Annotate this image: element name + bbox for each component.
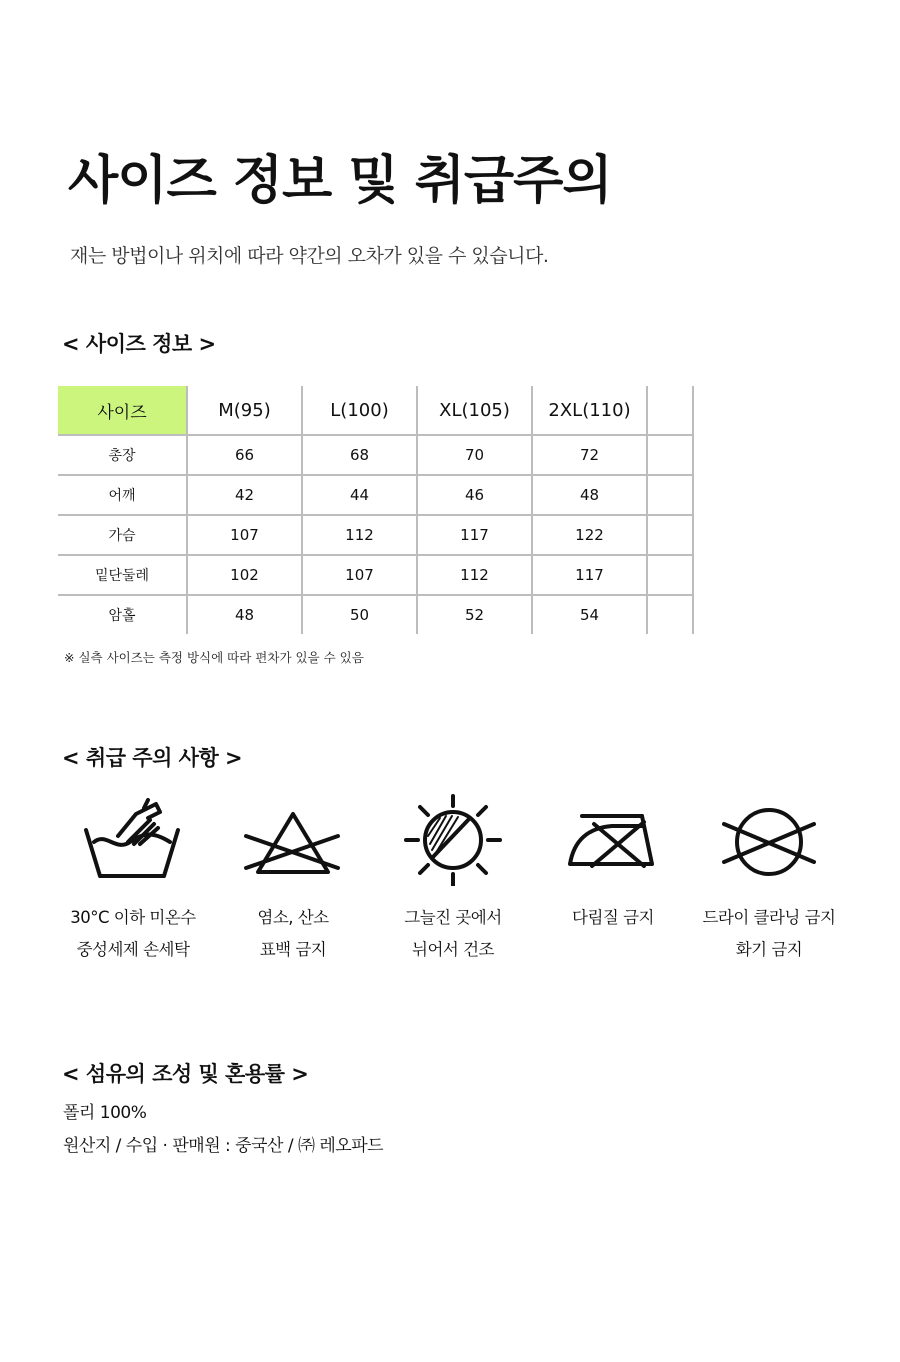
size-table-header-row — [58, 386, 693, 435]
care-label-line2: 뉘어서 건조 — [412, 940, 494, 959]
table-cell: 122 — [532, 515, 647, 555]
table-cell: 112 — [417, 555, 532, 595]
table-row — [58, 435, 693, 475]
no-bleach-icon — [238, 790, 348, 886]
care-item-no-bleach — [208, 790, 378, 966]
table-row — [58, 475, 693, 515]
size-column-blank — [647, 386, 693, 435]
table-cell: 70 — [417, 435, 532, 475]
care-label — [684, 902, 854, 966]
care-label — [48, 902, 218, 966]
care-icons-row — [50, 790, 870, 970]
care-label — [368, 902, 538, 966]
table-cell: 46 — [417, 475, 532, 515]
care-item-shade-dry — [368, 790, 538, 966]
care-label — [208, 902, 378, 966]
care-label-line1: 염소, 산소 — [257, 908, 329, 927]
row-label: 어깨 — [58, 475, 187, 515]
table-cell-blank — [647, 475, 693, 515]
table-cell: 50 — [302, 595, 417, 634]
fabric-composition: 폴리 100% — [63, 1103, 147, 1123]
size-column-header: XL(105) — [417, 386, 532, 435]
table-cell: 42 — [187, 475, 302, 515]
care-label-line1: 다림질 금지 — [572, 908, 654, 927]
care-label-line1: 그늘진 곳에서 — [404, 908, 502, 927]
table-cell: 52 — [417, 595, 532, 634]
table-cell: 112 — [302, 515, 417, 555]
care-item-no-iron — [528, 790, 698, 934]
size-column-header: M(95) — [187, 386, 302, 435]
care-label-line2: 화기 금지 — [735, 940, 803, 959]
table-cell: 72 — [532, 435, 647, 475]
size-table — [58, 386, 694, 634]
table-cell: 44 — [302, 475, 417, 515]
shade-dry-icon — [398, 790, 508, 886]
care-label — [528, 902, 698, 934]
table-cell: 48 — [532, 475, 647, 515]
table-cell: 54 — [532, 595, 647, 634]
row-label: 가슴 — [58, 515, 187, 555]
care-section-heading: < 취급 주의 사항 > — [62, 746, 243, 770]
size-section-heading: < 사이즈 정보 > — [62, 332, 216, 356]
care-label-line2: 중성세제 손세탁 — [76, 940, 190, 959]
row-label: 밑단둘레 — [58, 555, 187, 595]
origin-info: 원산지 / 수입 · 판매원 : 중국산 / ㈜ 레오파드 — [63, 1136, 384, 1156]
care-label-line1: 드라이 클라닝 금지 — [702, 908, 836, 927]
table-cell: 66 — [187, 435, 302, 475]
care-label-line1: 30°C 이하 미온수 — [70, 908, 196, 927]
size-column-header: L(100) — [302, 386, 417, 435]
table-cell: 107 — [302, 555, 417, 595]
table-cell: 117 — [417, 515, 532, 555]
table-cell-blank — [647, 515, 693, 555]
page-subtitle: 재는 방법이나 위치에 따라 약간의 오차가 있을 수 있습니다. — [70, 245, 549, 267]
size-corner-cell: 사이즈 — [58, 386, 187, 435]
size-note: ※ 실측 사이즈는 측정 방식에 따라 편차가 있을 수 있음 — [64, 650, 364, 665]
no-iron-icon — [558, 790, 668, 886]
care-item-hand-wash — [48, 790, 218, 966]
table-row — [58, 595, 693, 634]
table-row — [58, 515, 693, 555]
row-label: 총장 — [58, 435, 187, 475]
table-cell: 107 — [187, 515, 302, 555]
hand-wash-icon — [78, 790, 188, 886]
row-label: 암홀 — [58, 595, 187, 634]
table-cell: 117 — [532, 555, 647, 595]
table-cell-blank — [647, 435, 693, 475]
table-row — [58, 555, 693, 595]
table-cell: 102 — [187, 555, 302, 595]
care-item-no-dry-clean — [684, 790, 854, 966]
no-dry-clean-icon — [714, 790, 824, 886]
table-cell: 68 — [302, 435, 417, 475]
size-column-header: 2XL(110) — [532, 386, 647, 435]
table-cell-blank — [647, 555, 693, 595]
table-cell: 48 — [187, 595, 302, 634]
care-label-line2: 표백 금지 — [259, 940, 327, 959]
page-title: 사이즈 정보 및 취급주의 — [68, 151, 612, 211]
fabric-section-heading: < 섬유의 조성 및 혼용률 > — [62, 1062, 309, 1086]
table-cell-blank — [647, 595, 693, 634]
